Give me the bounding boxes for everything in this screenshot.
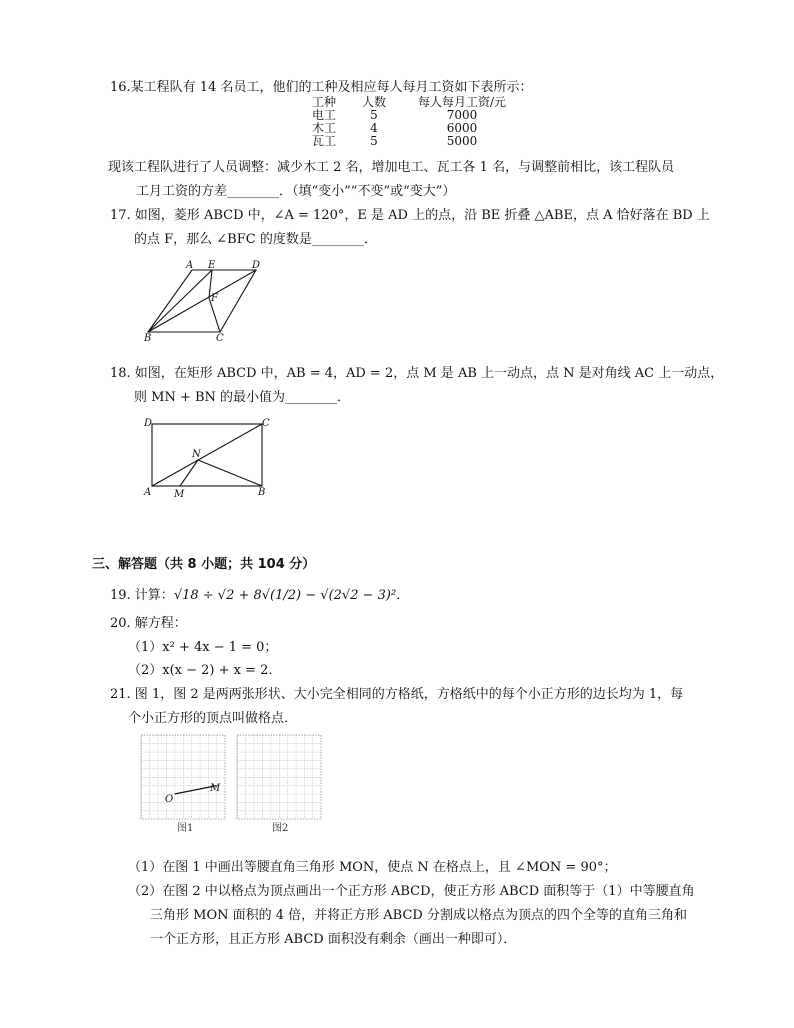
q21-part2-line3: 一个正方形，且正方形 ABCD 面积没有剩余（画出一种即可）． bbox=[150, 932, 517, 947]
label-b: B bbox=[258, 487, 266, 498]
label-e: E bbox=[208, 260, 216, 271]
label-b: B bbox=[144, 333, 152, 342]
wage-table bbox=[312, 96, 528, 148]
grid-figure-1 bbox=[141, 735, 225, 834]
table-cell: 木工 bbox=[312, 121, 337, 135]
table-row bbox=[312, 109, 528, 122]
table-row bbox=[312, 135, 528, 148]
label-a: A bbox=[144, 487, 152, 498]
label-m: M bbox=[210, 783, 221, 794]
q21-part2-line2: 三角形 MON 面积的 4 倍，并将正方形 ABCD 分割成以格点为顶点的四个全等的直角三角和 bbox=[150, 908, 687, 923]
q19-expression: √18 ÷ √2 + 8√(1/2) − √(2√2 − 3)²． bbox=[173, 588, 410, 603]
q20-part2: （2）x(x − 2) + x = 2． bbox=[128, 663, 282, 678]
label-n: N bbox=[192, 449, 201, 460]
q21-part2-line1: （2）在图 2 中以格点为顶点画出一个正方形 ABCD，使正方形 ABCD 面积等于（1）中等腰直角 bbox=[128, 884, 695, 899]
table-header: 人数 bbox=[361, 95, 386, 109]
q17-line2: 的点 F，那么 ∠BFC 的度数是________． bbox=[134, 232, 377, 247]
q16-line3: 工月工资的方差________．（填“变小”“不变”或“变大”） bbox=[136, 184, 456, 199]
section-title: 三、解答题（共 8 小题；共 104 分） bbox=[92, 557, 316, 572]
table-cell: 4 bbox=[370, 121, 378, 135]
rhombus-figure bbox=[140, 260, 280, 342]
grid-figure-2 bbox=[237, 735, 321, 834]
fig2-caption: 图2 bbox=[272, 823, 289, 834]
table-cell: 7000 bbox=[446, 108, 478, 122]
table-cell: 5000 bbox=[446, 134, 478, 148]
rectangle-figure bbox=[140, 414, 280, 500]
q18-line2: 则 MN + BN 的最小值为________． bbox=[134, 390, 351, 405]
q21-line1: 21. 图 1，图 2 是两两张形状、大小完全相同的方格纸，方格纸中的每个小正方形的边长均为 1，每 bbox=[110, 687, 684, 702]
q18-line1: 18. 如图，在矩形 ABCD 中，AB = 4，AD = 2，点 M 是 AB 上一动点，点 N 是对角线 AC 上一动点， bbox=[110, 366, 724, 381]
label-c: C bbox=[262, 418, 270, 429]
label-m: M bbox=[174, 489, 185, 500]
segment-nb bbox=[198, 460, 262, 486]
table-header-row bbox=[312, 96, 528, 109]
table-cell: 瓦工 bbox=[312, 134, 337, 148]
q21-line2: 个小正方形的顶点叫做格点． bbox=[128, 711, 298, 726]
table-cell: 6000 bbox=[446, 121, 478, 135]
q19 bbox=[110, 584, 409, 603]
label-d: D bbox=[252, 260, 261, 271]
table-header: 每人每月工资/元 bbox=[417, 95, 507, 109]
label-c: C bbox=[216, 333, 224, 342]
grid-figures bbox=[138, 732, 338, 842]
q16-line2: 现该工程队进行了人员调整：减少木工 2 名，增加电工、瓦工各 1 名，与调整前相比，该工程队员 bbox=[108, 160, 675, 175]
label-d: D bbox=[144, 418, 153, 429]
segment-nm bbox=[180, 460, 198, 486]
fig1-caption: 图1 bbox=[177, 823, 194, 834]
diagonal-ac bbox=[152, 424, 262, 486]
q21-part1: （1）在图 1 中画出等腰直角三角形 MON，使点 N 在格点上，且 ∠MON = 90°； bbox=[128, 860, 617, 875]
q20-title: 20. 解方程： bbox=[110, 616, 187, 631]
table-header: 工种 bbox=[312, 95, 337, 109]
q20-part1: （1）x² + 4x − 1 = 0； bbox=[128, 640, 278, 655]
label-o: O bbox=[165, 794, 174, 805]
q19-prefix: 19. 计算： bbox=[110, 588, 174, 603]
q17-line1: 17. 如图，菱形 ABCD 中，∠A = 120°，E 是 AD 上的点，沿 BE 折叠 △ABE，点 A 恰好落在 BD 上 bbox=[110, 208, 710, 223]
label-a: A bbox=[186, 260, 194, 271]
q16-stem: 16.某工程队有 14 名员工，他们的工种及相应每人每月工资如下表所示： bbox=[110, 80, 533, 95]
table-cell: 5 bbox=[370, 134, 378, 148]
table-row bbox=[312, 122, 528, 135]
table-cell: 5 bbox=[370, 108, 378, 122]
table-cell: 电工 bbox=[312, 108, 337, 122]
label-f: F bbox=[211, 293, 218, 304]
